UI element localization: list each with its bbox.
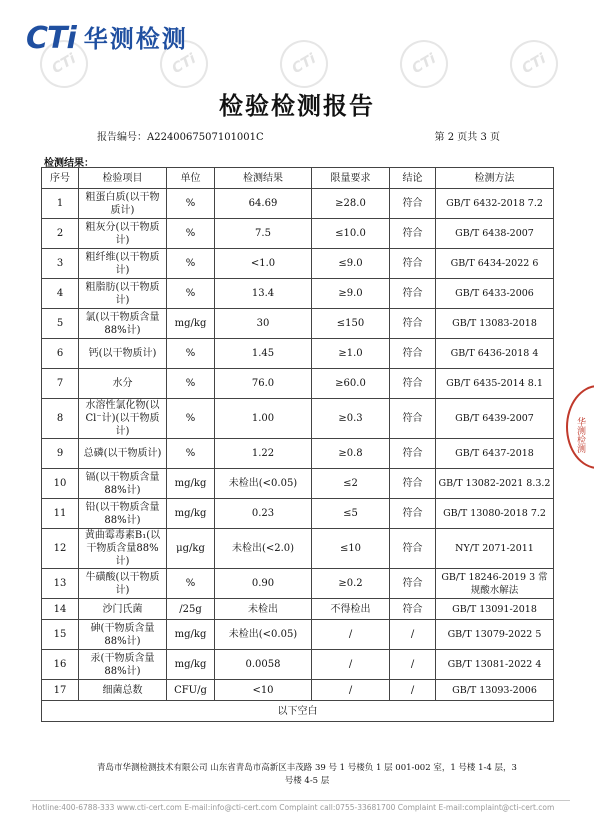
cell-conclusion: 符合 — [390, 569, 436, 599]
watermark-cti: CTi — [31, 31, 97, 97]
table-row — [42, 650, 554, 680]
report-title: 检验检测报告 — [219, 91, 375, 120]
cell-result: 0.0058 — [215, 650, 312, 680]
cell-item: 粗灰分(以干物质计) — [79, 219, 167, 249]
cell-method: GB/T 6436-2018 4 — [436, 339, 554, 369]
cell-item: 氯(以干物质含量88%计) — [79, 309, 167, 339]
cell-unit: % — [167, 279, 215, 309]
watermark-cti: CTi — [501, 31, 567, 97]
cell-conclusion: 符合 — [390, 219, 436, 249]
cell-result: <10 — [215, 680, 312, 701]
cell-method: GB/T 6439-2007 — [436, 399, 554, 439]
cell-no: 12 — [42, 529, 79, 569]
cell-item: 沙门氏菌 — [79, 599, 167, 620]
cell-method: GB/T 13079-2022 5 — [436, 620, 554, 650]
table-row — [42, 249, 554, 279]
cell-limit: ≤9.0 — [312, 249, 390, 279]
cell-conclusion: 符合 — [390, 369, 436, 399]
table-row — [42, 439, 554, 469]
blank-note: 以下空白 — [42, 701, 554, 722]
seal-stamp — [566, 385, 594, 469]
cell-limit: 不得检出 — [312, 599, 390, 620]
table-row — [42, 569, 554, 599]
cell-limit: ≥0.3 — [312, 399, 390, 439]
cell-no: 15 — [42, 620, 79, 650]
cell-item: 总磷(以干物质计) — [79, 439, 167, 469]
table-end-row — [42, 701, 554, 722]
cell-item: 粗蛋白质(以干物质计) — [79, 189, 167, 219]
cell-method: GB/T 13083-2018 — [436, 309, 554, 339]
cell-no: 7 — [42, 369, 79, 399]
section-heading: 检测结果： — [44, 158, 94, 169]
cell-conclusion: 符合 — [390, 499, 436, 529]
col-header-method: 检测方法 — [436, 168, 554, 189]
col-header-result: 检测结果 — [215, 168, 312, 189]
table-row — [42, 189, 554, 219]
cell-conclusion: 符合 — [390, 399, 436, 439]
cell-conclusion: 符合 — [390, 309, 436, 339]
table-row — [42, 399, 554, 439]
cell-result: 1.00 — [215, 399, 312, 439]
cell-limit: ≤10 — [312, 529, 390, 569]
report-number-label: 报告编号： — [97, 132, 147, 143]
cell-no: 9 — [42, 439, 79, 469]
cell-conclusion: / — [390, 620, 436, 650]
cell-no: 6 — [42, 339, 79, 369]
cell-method: GB/T 6435-2014 8.1 — [436, 369, 554, 399]
cell-conclusion: 符合 — [390, 599, 436, 620]
cell-result: 1.45 — [215, 339, 312, 369]
cell-item: 汞(干物质含量88%计) — [79, 650, 167, 680]
cell-limit: ≥60.0 — [312, 369, 390, 399]
table-row — [42, 469, 554, 499]
cell-method: GB/T 13080-2018 7.2 — [436, 499, 554, 529]
cell-method: GB/T 6437-2018 — [436, 439, 554, 469]
cell-item: 水溶性氯化物(以Cl⁻计)(以干物质计) — [79, 399, 167, 439]
cell-result: 0.23 — [215, 499, 312, 529]
cell-no: 5 — [42, 309, 79, 339]
cell-item: 粗脂肪(以干物质计) — [79, 279, 167, 309]
cell-item: 牛磺酸(以干物质计) — [79, 569, 167, 599]
cell-unit: /25g — [167, 599, 215, 620]
cell-conclusion: 符合 — [390, 249, 436, 279]
cell-unit: μg/kg — [167, 529, 215, 569]
cell-no: 10 — [42, 469, 79, 499]
cell-method: GB/T 13081-2022 4 — [436, 650, 554, 680]
cell-unit: % — [167, 369, 215, 399]
cell-unit: % — [167, 399, 215, 439]
cell-unit: % — [167, 569, 215, 599]
cell-item: 铅(以干物质含量88%计) — [79, 499, 167, 529]
table-row — [42, 309, 554, 339]
cell-conclusion: 符合 — [390, 439, 436, 469]
footer-divider — [30, 800, 570, 801]
cell-item: 细菌总数 — [79, 680, 167, 701]
table-row — [42, 680, 554, 701]
cell-method: GB/T 13093-2006 — [436, 680, 554, 701]
cell-no: 16 — [42, 650, 79, 680]
cell-result: 1.22 — [215, 439, 312, 469]
results-table — [41, 167, 554, 722]
cell-limit: ≥9.0 — [312, 279, 390, 309]
table-row — [42, 620, 554, 650]
cell-unit: % — [167, 439, 215, 469]
company-logo — [26, 22, 188, 56]
cell-result: 未检出(<2.0) — [215, 529, 312, 569]
cell-result: 7.5 — [215, 219, 312, 249]
watermark-cti: CTi — [391, 31, 457, 97]
table-row — [42, 529, 554, 569]
cell-unit: mg/kg — [167, 309, 215, 339]
cell-conclusion: 符合 — [390, 469, 436, 499]
cell-limit: ≥28.0 — [312, 189, 390, 219]
cell-item: 水分 — [79, 369, 167, 399]
cell-method: GB/T 6438-2007 — [436, 219, 554, 249]
cell-limit: ≥0.2 — [312, 569, 390, 599]
watermark-cti: CTi — [151, 31, 217, 97]
table-row — [42, 599, 554, 620]
cell-unit: % — [167, 189, 215, 219]
cell-no: 3 — [42, 249, 79, 279]
table-row — [42, 339, 554, 369]
cell-result: 76.0 — [215, 369, 312, 399]
cell-result: 未检出 — [215, 599, 312, 620]
footer-contacts: Hotline:400-6788-333 www.cti-cert.com E-mail:info@cti-cert.com Complaint call:0755-33681700 Complaint E-mail:complaint@cti-cert.com — [32, 803, 555, 812]
report-number — [97, 128, 264, 143]
cell-conclusion: 符合 — [390, 189, 436, 219]
cell-method: GB/T 6434-2022 6 — [436, 249, 554, 279]
cell-item: 砷(干物质含量88%计) — [79, 620, 167, 650]
watermark-cti: CTi — [271, 31, 337, 97]
cell-limit: ≤150 — [312, 309, 390, 339]
col-header-item: 检验项目 — [79, 168, 167, 189]
cell-conclusion: / — [390, 680, 436, 701]
cell-no: 8 — [42, 399, 79, 439]
cell-result: 未检出(<0.05) — [215, 469, 312, 499]
cell-unit: % — [167, 339, 215, 369]
cell-conclusion: 符合 — [390, 529, 436, 569]
cell-limit: ≥1.0 — [312, 339, 390, 369]
col-header-conclusion: 结论 — [390, 168, 436, 189]
company-address: 青岛市华测检测技术有限公司 山东省青岛市高新区丰茂路 39 号 1 号楼负 1 层 001-002 室，1 号楼 1-4 层，3 号楼 4-5 层 — [97, 763, 517, 786]
table-header-row — [42, 168, 554, 189]
cell-limit: ≥0.8 — [312, 439, 390, 469]
cell-method: GB/T 6433-2006 — [436, 279, 554, 309]
cell-unit: mg/kg — [167, 650, 215, 680]
seal-text: 华测检测 — [575, 417, 585, 453]
cell-no: 17 — [42, 680, 79, 701]
cell-conclusion: 符合 — [390, 339, 436, 369]
cell-result: 0.90 — [215, 569, 312, 599]
table-row — [42, 499, 554, 529]
cell-result: 未检出(<0.05) — [215, 620, 312, 650]
cell-result: 30 — [215, 309, 312, 339]
cell-no: 4 — [42, 279, 79, 309]
cell-no: 14 — [42, 599, 79, 620]
report-number-value: A2240067507101001C — [147, 132, 264, 143]
cell-result: <1.0 — [215, 249, 312, 279]
table-row — [42, 219, 554, 249]
table-row — [42, 279, 554, 309]
page-info: 第 2 页共 3 页 — [434, 132, 500, 143]
cell-limit: ≤2 — [312, 469, 390, 499]
cell-unit: mg/kg — [167, 499, 215, 529]
cell-result: 13.4 — [215, 279, 312, 309]
cell-item: 镉(以干物质含量88%计) — [79, 469, 167, 499]
cell-limit: / — [312, 620, 390, 650]
cell-limit: ≤5 — [312, 499, 390, 529]
logo-mark: CTi — [26, 21, 76, 56]
cell-conclusion: 符合 — [390, 279, 436, 309]
cell-no: 1 — [42, 189, 79, 219]
cell-item: 粗纤维(以干物质计) — [79, 249, 167, 279]
cell-limit: ≤10.0 — [312, 219, 390, 249]
cell-method: GB/T 13091-2018 — [436, 599, 554, 620]
cell-limit: / — [312, 650, 390, 680]
cell-limit: / — [312, 680, 390, 701]
cell-unit: % — [167, 249, 215, 279]
cell-unit: mg/kg — [167, 469, 215, 499]
cell-no: 13 — [42, 569, 79, 599]
cell-method: GB/T 13082-2021 8.3.2 — [436, 469, 554, 499]
cell-result: 64.69 — [215, 189, 312, 219]
cell-unit: % — [167, 219, 215, 249]
cell-no: 11 — [42, 499, 79, 529]
col-header-limit: 限量要求 — [312, 168, 390, 189]
cell-method: NY/T 2071-2011 — [436, 529, 554, 569]
cell-conclusion: / — [390, 650, 436, 680]
col-header-unit: 单位 — [167, 168, 215, 189]
col-header-no: 序号 — [42, 168, 79, 189]
cell-unit: mg/kg — [167, 620, 215, 650]
cell-item: 黄曲霉毒素B₁(以干物质含量88%计) — [79, 529, 167, 569]
cell-method: GB/T 18246-2019 3 常规酸水解法 — [436, 569, 554, 599]
table-row — [42, 369, 554, 399]
logo-text: 华测检测 — [83, 25, 188, 53]
cell-item: 钙(以干物质计) — [79, 339, 167, 369]
cell-unit: CFU/g — [167, 680, 215, 701]
cell-no: 2 — [42, 219, 79, 249]
cell-method: GB/T 6432-2018 7.2 — [436, 189, 554, 219]
